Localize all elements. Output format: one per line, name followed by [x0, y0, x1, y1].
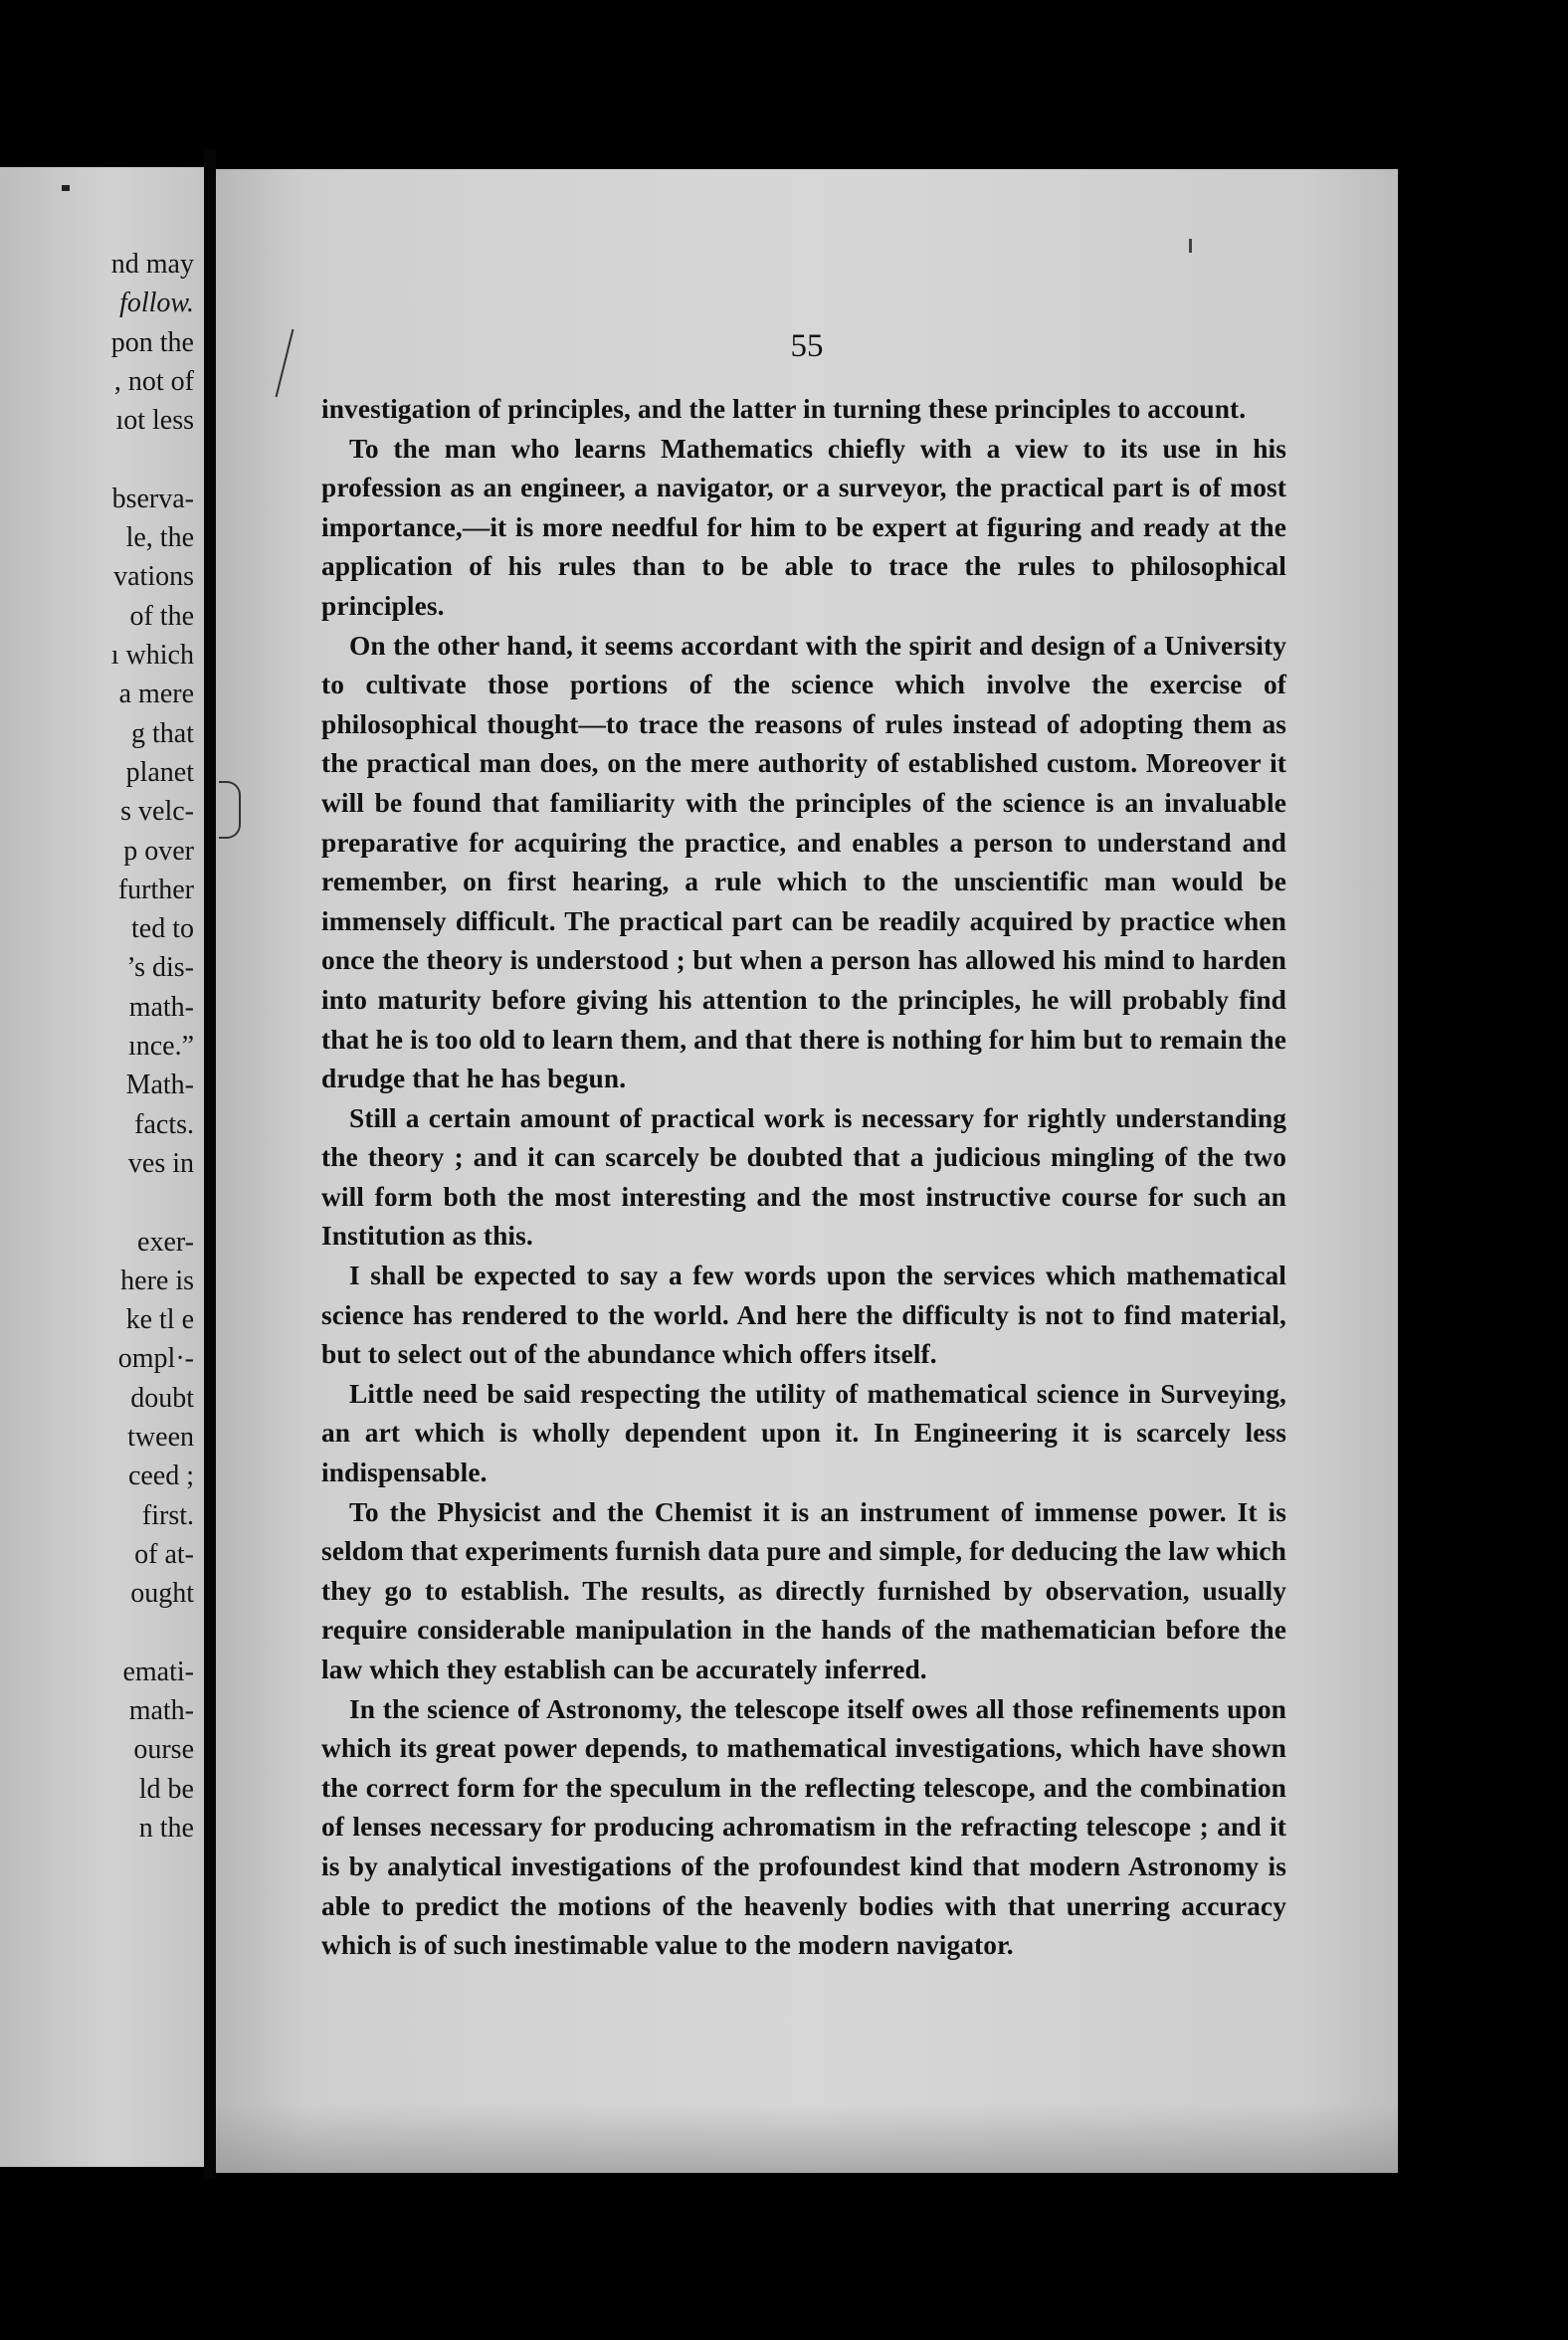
previous-page-line: ted to [131, 913, 194, 945]
previous-page-line: ke tl e [125, 1304, 194, 1336]
ink-speck [1189, 239, 1192, 253]
page-number: 55 [790, 328, 824, 364]
previous-page-line: , not of [113, 365, 194, 397]
previous-page-line: vations [113, 561, 194, 593]
previous-page-line: ’s dis- [126, 952, 194, 984]
ink-speck [62, 185, 70, 191]
previous-page-line: of the [129, 600, 194, 632]
previous-page-line: math- [128, 1695, 194, 1727]
previous-page-line: ought [130, 1578, 194, 1610]
previous-page-line: ıot less [115, 405, 194, 437]
previous-page-line: s velc- [120, 796, 194, 828]
previous-page-line: g that [131, 717, 194, 749]
previous-page-line: ceed ; [127, 1461, 194, 1492]
previous-page-line: a mere [118, 679, 194, 710]
previous-page-line: nd may [110, 249, 194, 280]
page-gutter [204, 149, 216, 2179]
body-text [321, 390, 1286, 1966]
page-55 [216, 169, 1398, 2173]
previous-page-line: ınce.” [127, 1031, 194, 1062]
previous-page-line: ld be [138, 1773, 194, 1805]
paragraph-8: In the science of Astronomy, the telescope itself owes all those refinements upon which its great power depends, to mathematical investigations, which have shown the correct form for the speculum in the reflecting telescope, and the combination of lenses necessary for producing achromatism in the refracting telescope ; and it is by analytical investigations of the profoundest kind that modern Astronomy is able to predict the motions of the heavenly bodies with that unerring accuracy which is of such inestimable value to the modern navigator. [321, 1693, 1286, 1961]
previous-page-line: here is [120, 1265, 194, 1296]
previous-page-fragment [0, 167, 204, 2167]
previous-page-line: ves in [127, 1147, 194, 1179]
paragraph-2: To the man who learns Mathematics chiefly with a view to its use in his profession as an engineer, a navigator, or a surveyor, the practical part is of most importance,—it is more needful for him to be expert at figuring and ready at the application of his rules than to be able to trace the rules to philosophical principles. [321, 433, 1286, 621]
paragraph-1: investigation of principles, and the latter in turning these principles to account. [321, 394, 1247, 424]
previous-page-line: bserva- [111, 483, 194, 514]
previous-page-line: further [117, 874, 194, 905]
previous-page-line: planet [125, 756, 194, 788]
previous-page-line: of at- [134, 1538, 194, 1570]
previous-page-line: math- [128, 991, 194, 1023]
previous-page-line: pon the [110, 326, 194, 358]
previous-page-line: doubt [130, 1382, 194, 1414]
paragraph-3: On the other hand, it seems accordant with the spirit and design of a University to cultivate those portions of the science which involve the exercise of philosophical thought—to trace the reasons of rules instead of adopting them as the practical man does, on the mere authority of established custom. Moreover it will be found that familiarity with the principles of the science is an invaluable preparative for acquiring the practice, and enables a person to understand and remember, on first hearing, a rule which to the unscientific man would be immensely difficult. The practical part can be readily acquired by practice when once the theory is understood ; but when a person has allowed his mind to harden into maturity before giving his attention to the principles, he will probably find that he is too old to learn them, and that there is nothing for him but to remain the drudge that he has begun. [321, 630, 1286, 1094]
previous-page-line: exer- [137, 1226, 194, 1258]
previous-page-line: le, the [125, 522, 194, 554]
previous-page-line: facts. [134, 1108, 194, 1140]
previous-page-line: emati- [122, 1656, 194, 1687]
previous-page-line: ourse [133, 1734, 194, 1766]
previous-page-line: tween [127, 1422, 194, 1453]
paragraph-6: Little need be said respecting the utility of mathematical science in Surveying, an art which is wholly dependent upon it. In Engineering it is scarcely less indispensable. [321, 1378, 1286, 1488]
previous-page-line: p over [123, 835, 194, 867]
previous-page-line: Math- [125, 1070, 194, 1101]
previous-page-line: ompl·- [117, 1343, 194, 1375]
previous-page-line: follow. [119, 288, 194, 319]
previous-page-line: n the [138, 1813, 194, 1844]
paragraph-7: To the Physicist and the Chemist it is an instrument of immense power. It is seldom that experiments furnish data pure and simple, for deducing the law which they go to establish. The results, as directly furnished by observation, usually require considerable manipulation in the hands of the mathematician before the law which they establish can be accurately inferred. [321, 1496, 1286, 1684]
paragraph-5: I shall be expected to say a few words upon the services which mathematical science has rendered to the world. And here the difficulty is not to find material, but to select out of the abundance which offers itself. [321, 1261, 1286, 1370]
previous-page-line: ı which [110, 640, 194, 671]
pencil-bracket-mark [219, 781, 241, 839]
paragraph-4: Still a certain amount of practical work is necessary for rightly understanding the theory ; and it can scarcely be doubted that a judicious mingling of the two will form both the most interesting and the most instructive course for such an Institution as this. [321, 1102, 1286, 1252]
previous-page-line: first. [141, 1499, 194, 1531]
